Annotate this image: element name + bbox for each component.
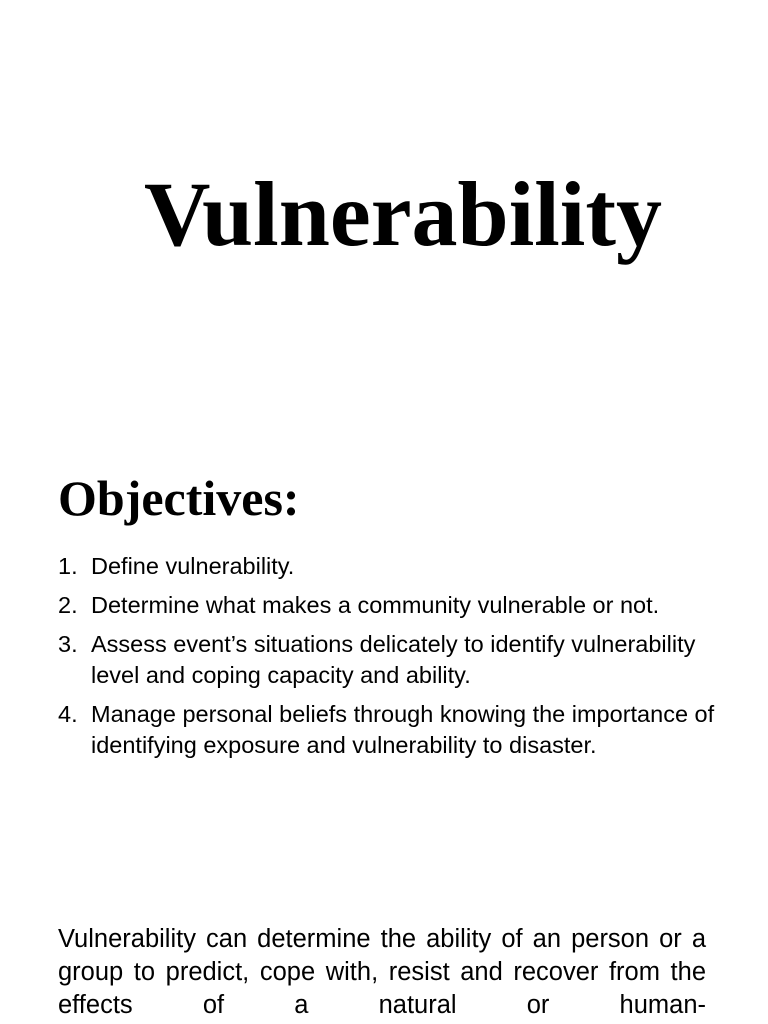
objective-item <box>58 629 718 691</box>
objective-text: Assess event’s situations delicately to identify vulnerability level and coping capacity and ability. <box>91 631 696 688</box>
objective-number: 1. <box>58 553 78 579</box>
objective-number: 3. <box>58 631 78 657</box>
page-title: Vulnerability <box>143 163 663 265</box>
objective-item <box>58 699 718 761</box>
objective-text: Determine what makes a community vulnerable or not. <box>91 592 660 618</box>
objectives-heading: Objectives: <box>58 470 300 526</box>
objective-number: 4. <box>58 701 78 727</box>
objective-item <box>58 551 718 582</box>
objective-text: Manage personal beliefs through knowing the importance of identifying exposure and vulnerability to disaster. <box>91 701 715 758</box>
objective-number: 2. <box>58 592 78 618</box>
objectives-list <box>58 551 718 769</box>
body-paragraph: Vulnerability can determine the ability of an person or a group to predict, cope with, resist and recover from the effects of a natural or human- <box>58 925 706 1019</box>
objective-item <box>58 590 718 621</box>
objective-text: Define vulnerability. <box>91 553 295 579</box>
